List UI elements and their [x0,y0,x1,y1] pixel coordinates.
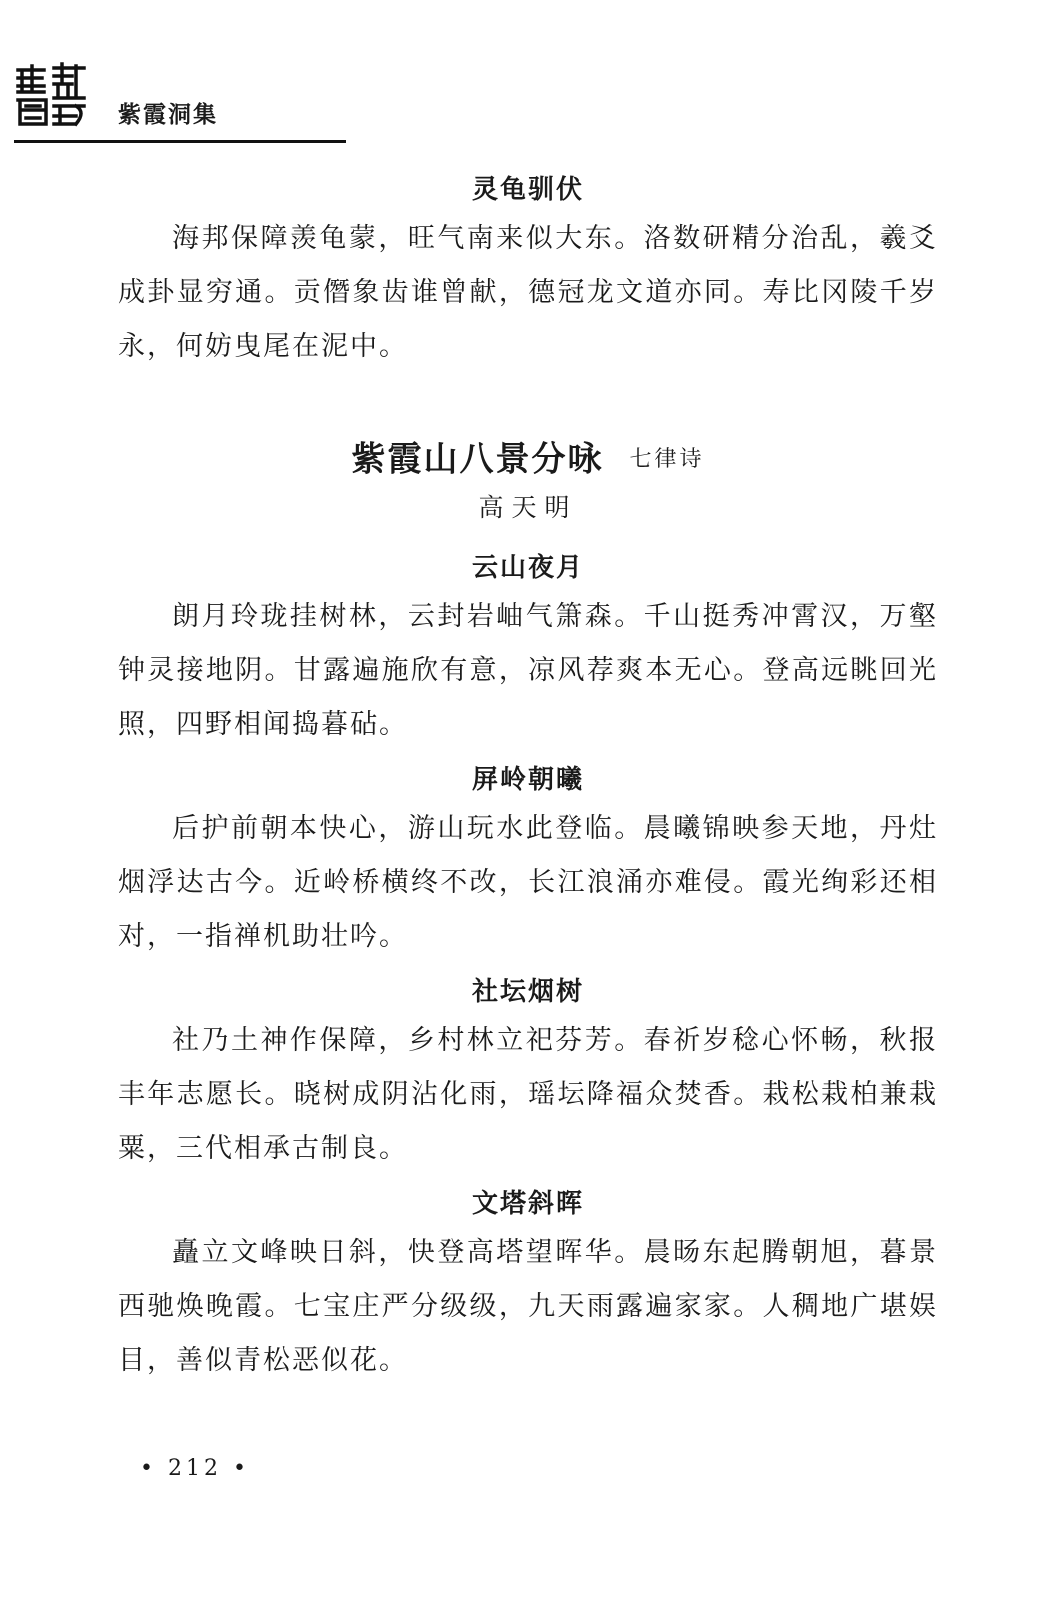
header-divider [14,140,346,143]
poem-text-3: 社乃土神作保障，乡村林立祀芬芳。春祈岁稔心怀畅，秋报丰年志愿长。晓树成阴沾化雨，瑶坛降福众焚香。栽松栽柏兼栽粟，三代相承古制良。 [118,1025,938,1164]
page-content [118,172,938,1388]
poem-title-2: 屏岭朝曦 [471,765,584,795]
poem-title-1: 云山夜月 [471,553,584,583]
poem-text-2: 后护前朝本快心，游山玩水此登临。晨曦锦映参天地，丹灶烟浮达古今。近岭桥横终不改，长江浪涌亦难侵。霞光绚彩还相对，一指禅机助壮吟。 [118,813,938,952]
poem-text-linggui: 海邦保障羡龟蒙，旺气南来似大东。洛数研精分治乱，羲爻成卦显穷通。贡僭象齿谁曾献，德冠龙文道亦同。寿比冈陵千岁永，何妨曳尾在泥中。 [118,223,938,362]
poem-title-3: 社坛烟树 [471,977,584,1007]
book-title: 紫霞洞集 [118,102,218,128]
poem-title-linggui: 灵龟驯伏 [471,175,584,205]
page-number: • 212 • [140,1456,250,1481]
page-header [14,62,346,144]
seal-stamp-icon [14,62,88,128]
poem-title-4: 文塔斜晖 [471,1189,584,1219]
poem-text-1: 朗月玲珑挂树林，云封岩岫气箫森。千山挺秀冲霄汉，万壑钟灵接地阴。甘露遍施欣有意，凉风荐爽本无心。登高远眺回光照，四野相闻捣暮砧。 [118,601,938,740]
author-name: 高天明 [478,493,578,522]
section-genre: 七律诗 [629,446,705,472]
poem-text-4: 矗立文峰映日斜，快登高塔望晖华。晨旸东起腾朝旭，暮景西驰焕晚霞。七宝庄严分级级，九天雨露遍家家。人稠地广堪娱目，善似青松恶似花。 [118,1237,938,1376]
section-title: 紫霞山八景分咏 [351,439,604,480]
section-heading [118,430,938,488]
